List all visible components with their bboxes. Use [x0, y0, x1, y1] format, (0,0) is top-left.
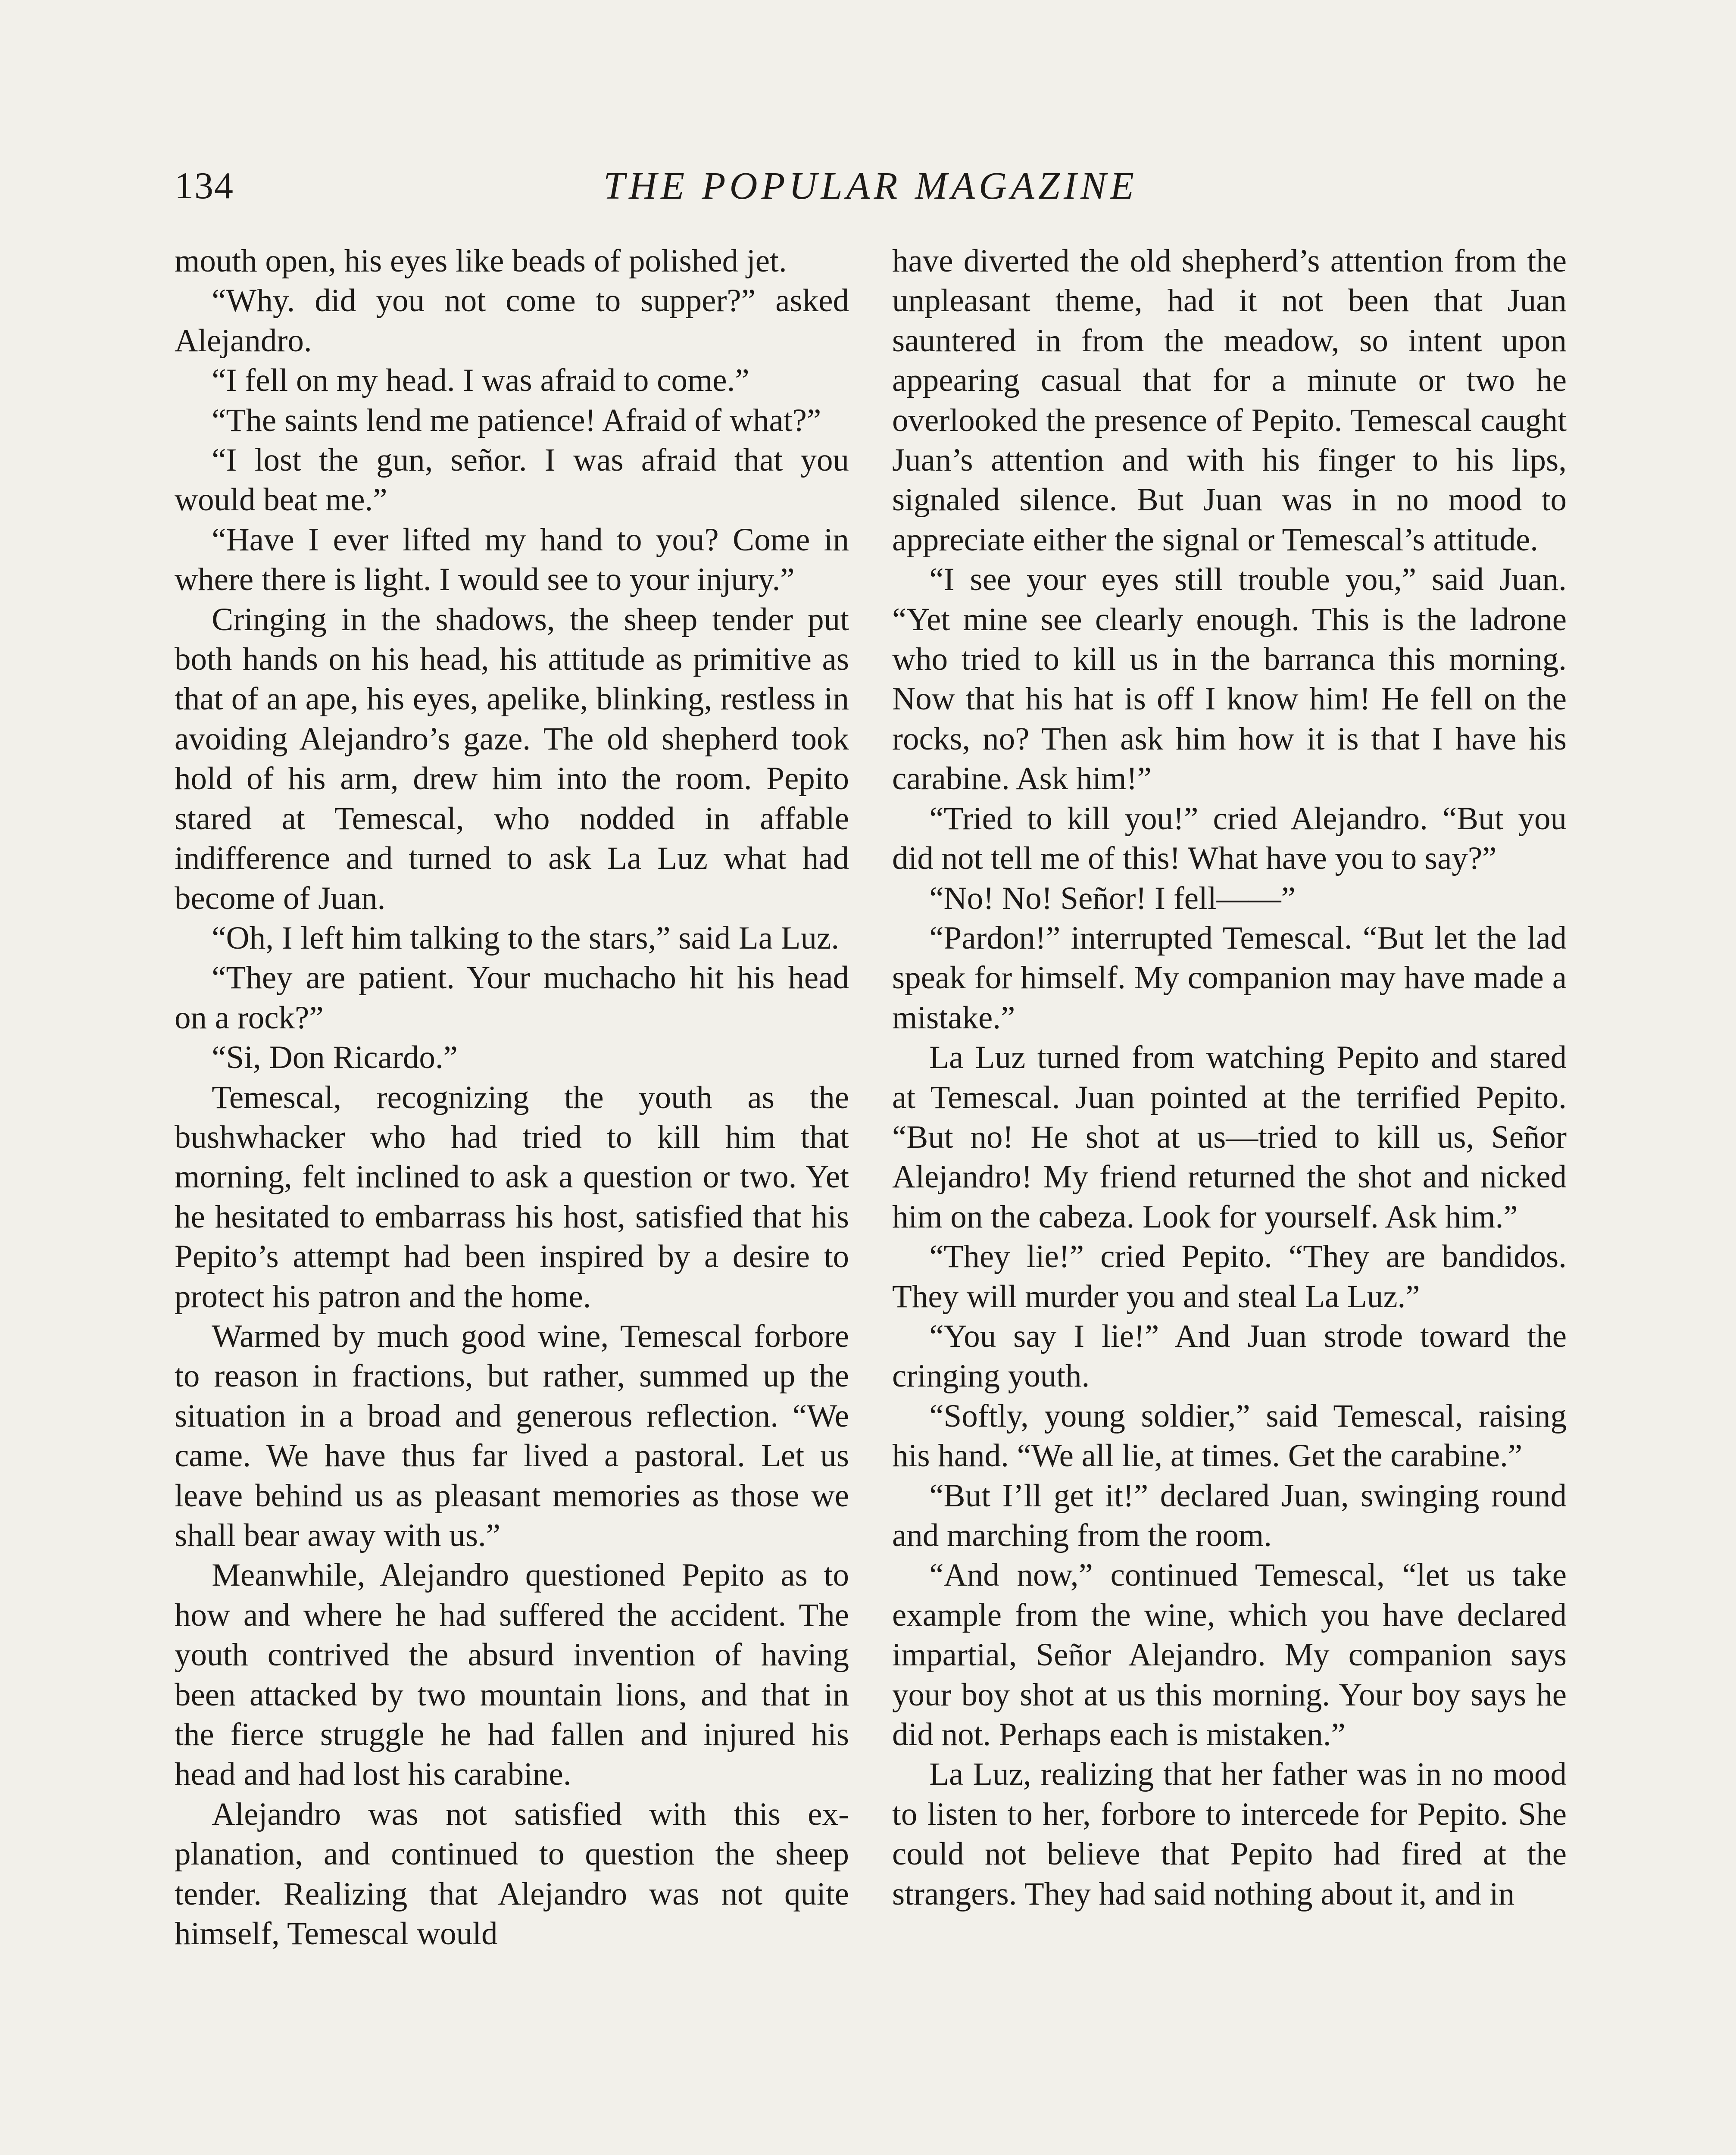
paragraph: “And now,” continued Temescal, “let us take example from the wine, which you have declared impartial, Señor Alejandro. My companion says your boy shot at us this morning. Your boy says he did not. Perhaps each is mistaken.”: [892, 1557, 1567, 1753]
paragraph: mouth open, his eyes like beads of polished jet.: [175, 243, 787, 279]
paragraph: “No! No! Señor! I fell——”: [929, 880, 1296, 916]
paragraph: “Oh, I left him talking to the stars,” said La Luz.: [212, 920, 840, 956]
right-column: [892, 241, 1567, 1914]
paragraph: La Luz, realizing that her father was in no mood to listen to her, forbore to intercede for Pepito. She could not believe that Pepito had fired at the strangers. They had said nothing about it, and in: [892, 1756, 1567, 1912]
page-header: [175, 160, 1567, 216]
paragraph: “But I’ll get it!” declared Juan, swinging round and marching from the room.: [892, 1477, 1567, 1553]
paragraph: Cringing in the shadows, the sheep tender put both hands on his head, his attitude as primitive as that of an ape, his eyes, apelike, blinking, restless in avoiding Alejandro’s gaze. The old shepherd took hold of his arm, drew him into the room. Pepito stared at Temescal, who nodded in affable indifference and turned to ask La Luz what had become of Juan.: [175, 601, 849, 916]
page-number: 134: [175, 165, 234, 207]
paragraph: “They are patient. Your muchacho hit his head on a rock?”: [175, 960, 849, 1036]
paragraph: have diverted the old shepherd’s attention from the unpleasant theme, had it not been that Juan sauntered in from the meadow, so intent upon appearing casual that for a minute or two he overlooked the presence of Pepito. Temescal caught Juan’s attention and with his finger to his lips, signaled silence. But Juan was in no mood to appreciate either the signal or Temescal’s attitude.: [892, 243, 1567, 558]
paragraph: Meanwhile, Alejandro questioned Pepito as to how and where he had suffered the accident. The youth contrived the absurd invention of having been attacked by two mountain lions, and that in the fierce struggle he had fallen and injured his head and had lost his carabine.: [175, 1557, 849, 1793]
paragraph: La Luz turned from watching Pepito and stared at Temescal. Juan pointed at the terrified Pepito. “But no! He shot at us—tried to kill us, Señor Alejandro! My friend returned the shot and nicked him on the cabeza. Look for yourself. Ask him.”: [892, 1040, 1567, 1235]
paragraph: “Why. did you not come to supper?” asked Alejandro.: [175, 283, 849, 359]
left-column: [175, 241, 849, 1954]
paragraph: Warmed by much good wine, Temescal forbore to reason in fractions, but rather, summed up the situation in a broad and generous reflection. “We came. We have thus far lived a pastoral. Let us leave behind us as pleasant memories as those we shall bear away with us.”: [175, 1318, 849, 1553]
paragraph: Alejandro was not satisfied with this explanation, and continued to question the sheep tender. Realizing that Alejandro was not quite himself, Temescal would: [175, 1796, 849, 1952]
paragraph: “I see your eyes still trouble you,” said Juan. “Yet mine see clearly enough. This is the ladrone who tried to kill us in the barranca this morning. Now that his hat is off I know him! He fell on the rocks, no? Then ask him how it is that I have his carabine. Ask him!”: [892, 562, 1567, 797]
paragraph: “Tried to kill you!” cried Alejandro. “But you did not tell me of this! What have you to say?”: [892, 800, 1567, 877]
paragraph: “You say I lie!” And Juan strode toward the cringing youth.: [892, 1318, 1567, 1394]
paragraph: “Have I ever lifted my hand to you? Come in where there is light. I would see to your injury.”: [175, 522, 849, 598]
paragraph: Temescal, recognizing the youth as the bushwhacker who had tried to kill him that morning, felt inclined to ask a question or two. Yet he hesitated to embarrass his host, satisfied that his Pepito’s attempt had been inspired by a desire to protect his patron and the home.: [175, 1079, 849, 1315]
paragraph: “The saints lend me patience! Afraid of what?”: [212, 402, 821, 438]
paragraph: “Si, Don Ricardo.”: [212, 1040, 458, 1076]
running-head: THE POPULAR MAGAZINE: [603, 165, 1138, 207]
paragraph: “I fell on my head. I was afraid to come.”: [212, 362, 749, 399]
paragraph: “Softly, young soldier,” said Temescal, raising his hand. “We all lie, at times. Get the carabine.”: [892, 1398, 1567, 1474]
paragraph: “They lie!” cried Pepito. “They are bandidos. They will murder you and steal La Luz.”: [892, 1239, 1567, 1315]
paragraph: “Pardon!” interrupted Temescal. “But let the lad speak for himself. My companion may have made a mistake.”: [892, 920, 1567, 1036]
paragraph: “I lost the gun, señor. I was afraid that you would beat me.”: [175, 442, 849, 518]
